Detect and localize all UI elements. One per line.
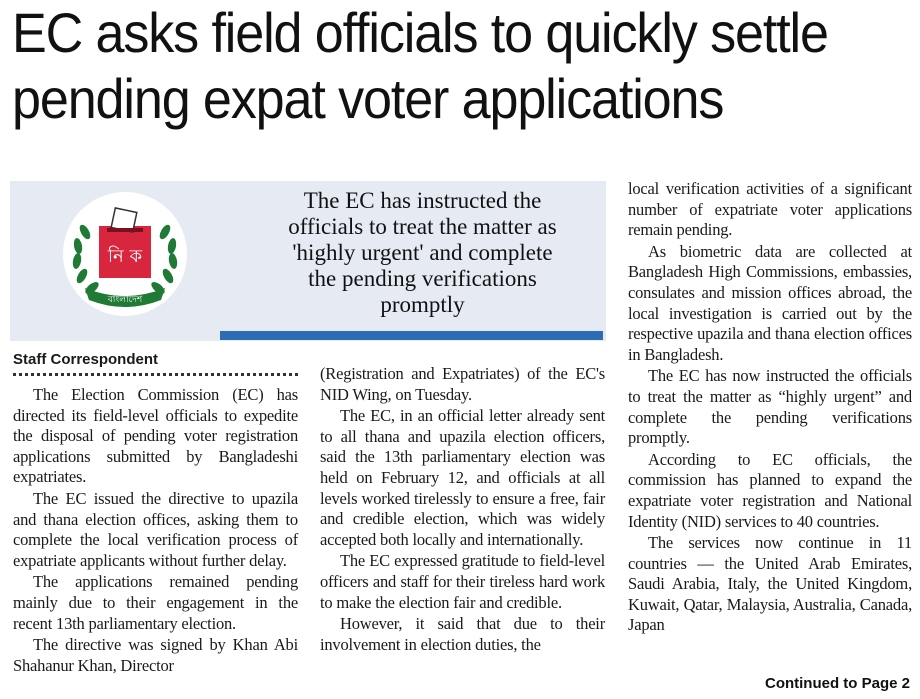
logo-emblem-text: নি ক (107, 246, 143, 267)
article-column-2 (320, 364, 605, 656)
logo-banner-text: বাংলাদেশ (107, 295, 143, 305)
paragraph: The EC issued the directive to upazila and thana election offices, asking them to complete the local verification process of expatriate applicants without further delay. (13, 488, 298, 570)
election-commission-logo (63, 192, 187, 316)
headline-line-2: pending expat voter applications (12, 67, 724, 130)
article-column-1 (13, 385, 298, 677)
pull-quote-line: the pending verifications (308, 266, 537, 291)
paragraph: The EC expressed gratitude to field-level officers and staff for their tireless hard work to make the election fair and credible. (320, 551, 605, 612)
pull-quote-line: promptly (380, 292, 465, 317)
byline: Staff Correspondent (13, 350, 298, 376)
paragraph: The services now continue in 11 countries — the United Arab Emirates, Saudi Arabia, Italy, the United Kingdom, Kuwait, Qatar, Malaysia, Australia, Canada, Japan (628, 533, 912, 635)
paragraph: However, it said that due to their involvement in election duties, the (320, 614, 605, 654)
pull-quote (260, 188, 585, 318)
continued-link[interactable]: Continued to Page 2 (764, 675, 910, 692)
pull-quote-line: officials to treat the matter as (288, 214, 557, 239)
paragraph: The applications remained pending mainly due to their engagement in the recent 13th parliamentary election. (13, 572, 298, 633)
article-column-3 (628, 179, 912, 637)
paragraph: The directive was signed by Khan Abi Shahanur Khan, Director (13, 635, 298, 675)
paragraph: The EC, in an official letter already sent to all thana and upazila election officers, said the 13th parliamentary election was held on February 12, and officials at all levels worked tirelessly to ensure a free, fair and credible election, which was widely accepted both locally and internationally. (320, 406, 605, 549)
callout-accent-bar (220, 331, 603, 340)
headline-line-1: EC asks field officials to quickly settle (12, 1, 828, 64)
pull-quote-line: 'highly urgent' and complete (292, 240, 553, 265)
paragraph: According to EC officials, the commission has planned to expand the expatriate voter registration and National Identity (NID) services to 40 countries. (628, 449, 912, 531)
headline (12, 0, 849, 132)
paragraph: The EC has now instructed the officials to treat the matter as “highly urgent” and complete the pending verifications promptly. (628, 366, 912, 448)
paragraph: As biometric data are collected at Bangladesh High Commissions, embassies, consulates and mission offices abroad, the local investigation is carried out by the respective upazila and thana election offices in Bangladesh. (628, 241, 912, 364)
paragraph: The Election Commission (EC) has directed its field-level officials to expedite the disposal of pending voter registration applications submitted by Bangladeshi expatriates. (13, 385, 298, 487)
paragraph: local verification activities of a significant number of expatriate voter applications remain pending. (628, 179, 912, 240)
pull-quote-line: The EC has instructed the (303, 188, 542, 213)
paragraph: (Registration and Expatriates) of the EC's NID Wing, on Tuesday. (320, 364, 605, 404)
election-commission-emblem-icon (63, 192, 187, 316)
